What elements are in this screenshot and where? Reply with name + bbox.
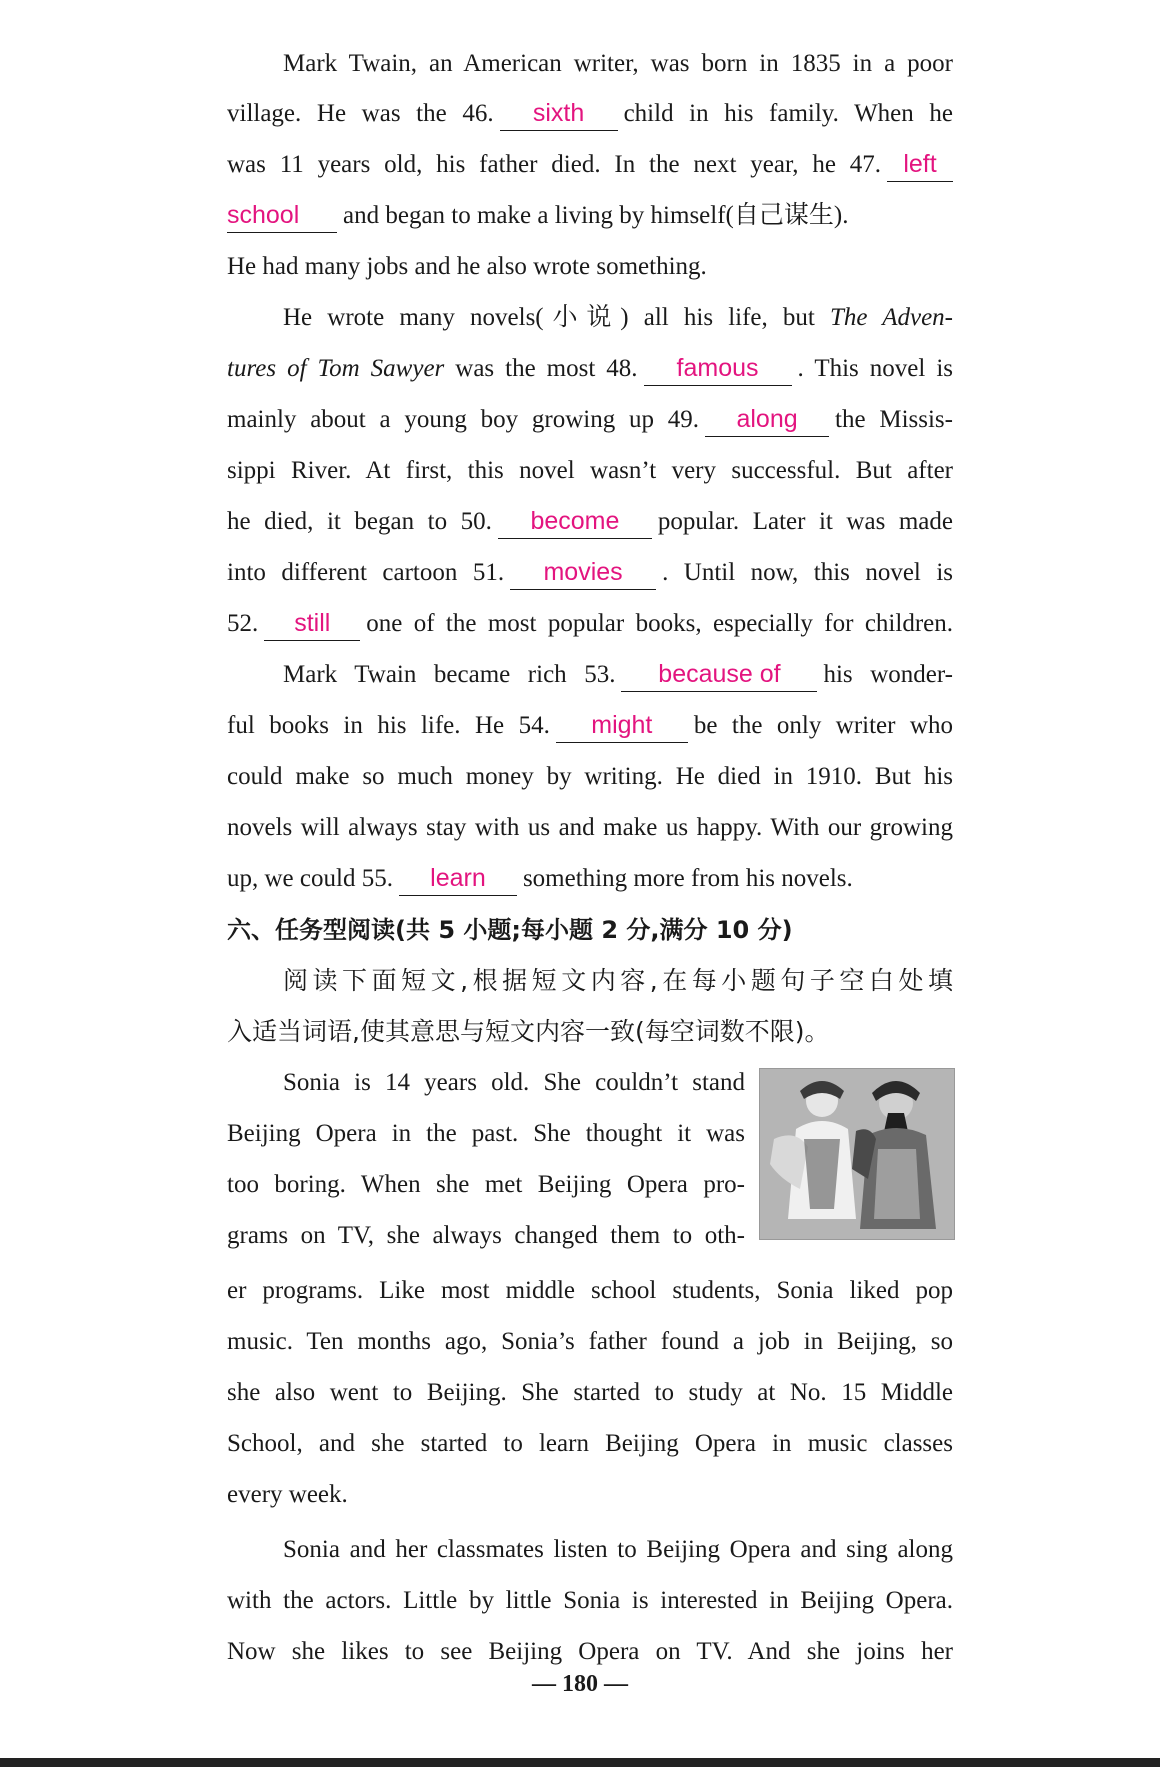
text-line: Mark Twain became rich 53. because of his wonder- bbox=[227, 655, 953, 695]
text-line: was 11 years old, his father died. In the next year, he 47. left bbox=[227, 145, 953, 185]
text-line: School, and she started to learn Beijing Opera in music classes bbox=[227, 1430, 953, 1457]
text-line: school and began to make a living by himself(自己谋生). bbox=[227, 196, 953, 236]
text-line: every week. bbox=[227, 1481, 348, 1508]
text-line: grams on TV, she always changed them to oth- bbox=[227, 1222, 745, 1249]
text-line: could make so much money by writing. He died in 1910. But his bbox=[227, 763, 953, 790]
text-line: Sonia is 14 years old. She couldn’t stand bbox=[283, 1069, 745, 1096]
text-line: ful books in his life. He 54. might be the only writer who bbox=[227, 706, 953, 746]
text-line: He wrote many novels(小说) all his life, but The Adven- bbox=[283, 304, 953, 331]
answer-blank-50[interactable]: become bbox=[498, 505, 652, 539]
text-line: mainly about a young boy growing up 49. along the Missis- bbox=[227, 400, 953, 440]
opera-performers-image bbox=[760, 1069, 954, 1239]
text-line: up, we could 55. learn something more from his novels. bbox=[227, 859, 953, 899]
answer-blank-51[interactable]: movies bbox=[510, 556, 656, 590]
answer-blank-48[interactable]: famous bbox=[644, 352, 792, 386]
answer-blank-46[interactable]: sixth bbox=[500, 97, 618, 131]
text-line: 52. still one of the most popular books, especially for children. bbox=[227, 604, 953, 644]
instruction-line: 入适当词语,使其意思与短文内容一致(每空词数不限)。 bbox=[227, 1017, 830, 1046]
answer-blank-49[interactable]: along bbox=[705, 403, 829, 437]
answer-blank-53[interactable]: because of bbox=[621, 658, 817, 692]
text-line: Beijing Opera in the past. She thought it was bbox=[227, 1120, 745, 1147]
instruction-line: 阅读下面短文,根据短文内容,在每小题句子空白处填 bbox=[283, 966, 953, 995]
text-line: er programs. Like most middle school students, Sonia liked pop bbox=[227, 1277, 953, 1304]
text-line: she also went to Beijing. She started to study at No. 15 Middle bbox=[227, 1379, 953, 1406]
text-line: into different cartoon 51. movies . Until now, this novel is bbox=[227, 553, 953, 593]
text-line: Sonia and her classmates listen to Beijing Opera and sing along bbox=[283, 1536, 953, 1563]
answer-blank-47-cont[interactable]: school bbox=[227, 199, 337, 233]
text-line: too boring. When she met Beijing Opera pro- bbox=[227, 1171, 745, 1198]
page-number: — 180 — bbox=[532, 1671, 628, 1697]
answer-blank-47[interactable]: left bbox=[887, 148, 953, 182]
text-line: music. Ten months ago, Sonia’s father found a job in Beijing, so bbox=[227, 1328, 953, 1355]
beijing-opera-photo bbox=[759, 1068, 955, 1240]
text-line: He had many jobs and he also wrote something. bbox=[227, 253, 707, 280]
answer-blank-52[interactable]: still bbox=[264, 607, 360, 641]
answer-blank-54[interactable]: might bbox=[556, 709, 688, 743]
section-heading: 六、任务型阅读(共 5 小题;每小题 2 分,满分 10 分) bbox=[227, 916, 793, 944]
answer-blank-55[interactable]: learn bbox=[399, 862, 517, 896]
text-line: novels will always stay with us and make us happy. With our growing bbox=[227, 814, 953, 841]
text-line: Now she likes to see Beijing Opera on TV. And she joins her bbox=[227, 1638, 953, 1665]
text-line: he died, it began to 50. become popular. Later it was made bbox=[227, 502, 953, 542]
bottom-border bbox=[0, 1758, 1160, 1767]
text-line: Mark Twain, an American writer, was born in 1835 in a poor bbox=[283, 50, 953, 77]
text-line: village. He was the 46. sixth child in his family. When he bbox=[227, 94, 953, 134]
text-line: sippi River. At first, this novel wasn’t very successful. But after bbox=[227, 457, 953, 484]
text-line: tures of Tom Sawyer was the most 48. famous . This novel is bbox=[227, 349, 953, 389]
text-line: with the actors. Little by little Sonia is interested in Beijing Opera. bbox=[227, 1587, 953, 1614]
